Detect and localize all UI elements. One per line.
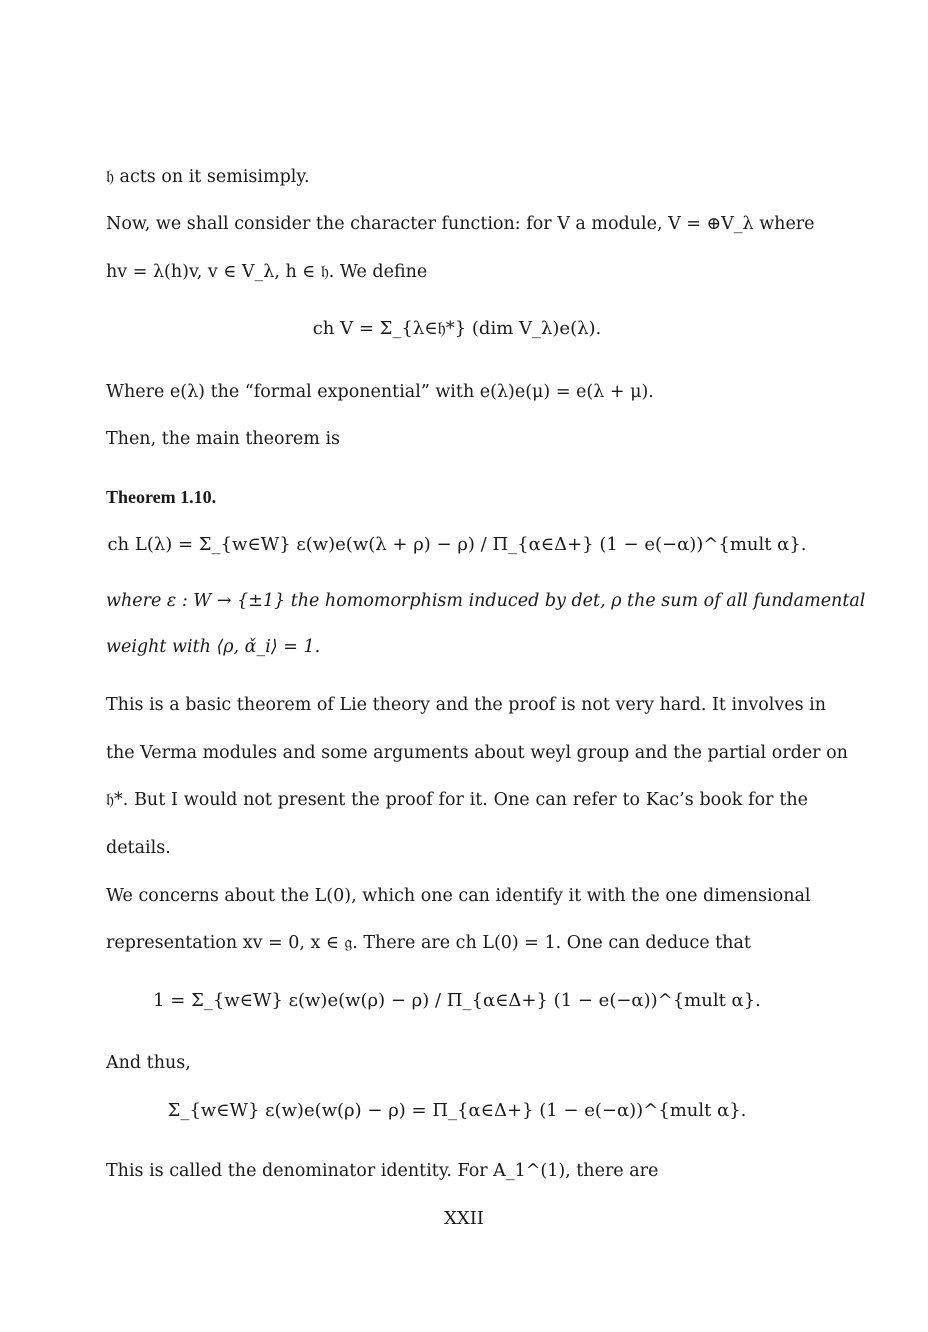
equation-denominator-identity: Σ_{w∈W} ε(w)e(w(ρ) − ρ) = Π_{α∈Δ+} (1 − e(−α))^{mult α}. bbox=[167, 1100, 747, 1121]
equation-character: ch V = Σ_{λ∈𝔥*} (dim V_λ)e(λ). bbox=[312, 318, 602, 339]
equation-weyl-character-formula: ch L(λ) = Σ_{w∈W} ε(w)e(w(λ + ρ) − ρ) / Π_{α∈Δ+} (1 − e(−α))^{mult α}. bbox=[107, 534, 807, 555]
text-line-14: And thus, bbox=[106, 1053, 191, 1073]
text-line-15: This is called the denominator identity. For A_1^(1), there are bbox=[106, 1161, 659, 1181]
theorem-heading: Theorem 1.10. bbox=[106, 487, 217, 507]
text-line-11: details. bbox=[106, 838, 171, 858]
text-line-8: This is a basic theorem of Lie theory and the proof is not very hard. It involves in bbox=[106, 695, 827, 715]
text-line-6: where ε : W → {±1} the homomorphism induced by det, ρ the sum of all fundamental bbox=[106, 591, 866, 611]
page-number: XXII bbox=[444, 1208, 484, 1229]
text-line-2: Now, we shall consider the character function: for V a module, V = ⊕V_λ where bbox=[106, 214, 815, 234]
text-line-4: Where e(λ) the “formal exponential” with e(λ)e(μ) = e(λ + μ). bbox=[106, 382, 654, 402]
text-line-5: Then, the main theorem is bbox=[106, 429, 341, 449]
text-line-10: 𝔥*. But I would not present the proof for it. One can refer to Kac’s book for the bbox=[106, 790, 808, 810]
text-line-3: hv = λ(h)v, v ∈ V_λ, h ∈ 𝔥. We define bbox=[106, 262, 428, 282]
text-line-12: We concerns about the L(0), which one can identify it with the one dimensional bbox=[106, 886, 811, 906]
text-line-9: the Verma modules and some arguments about weyl group and the partial order on bbox=[106, 743, 848, 763]
text-line-13: representation xv = 0, x ∈ 𝔤. There are ch L(0) = 1. One can deduce that bbox=[106, 933, 751, 953]
text-line-7: weight with ⟨ρ, α̌_i⟩ = 1. bbox=[106, 637, 321, 657]
text-line-1: 𝔥 acts on it semisimply. bbox=[106, 167, 310, 187]
equation-trivial-character: 1 = Σ_{w∈W} ε(w)e(w(ρ) − ρ) / Π_{α∈Δ+} (1 − e(−α))^{mult α}. bbox=[153, 990, 761, 1011]
